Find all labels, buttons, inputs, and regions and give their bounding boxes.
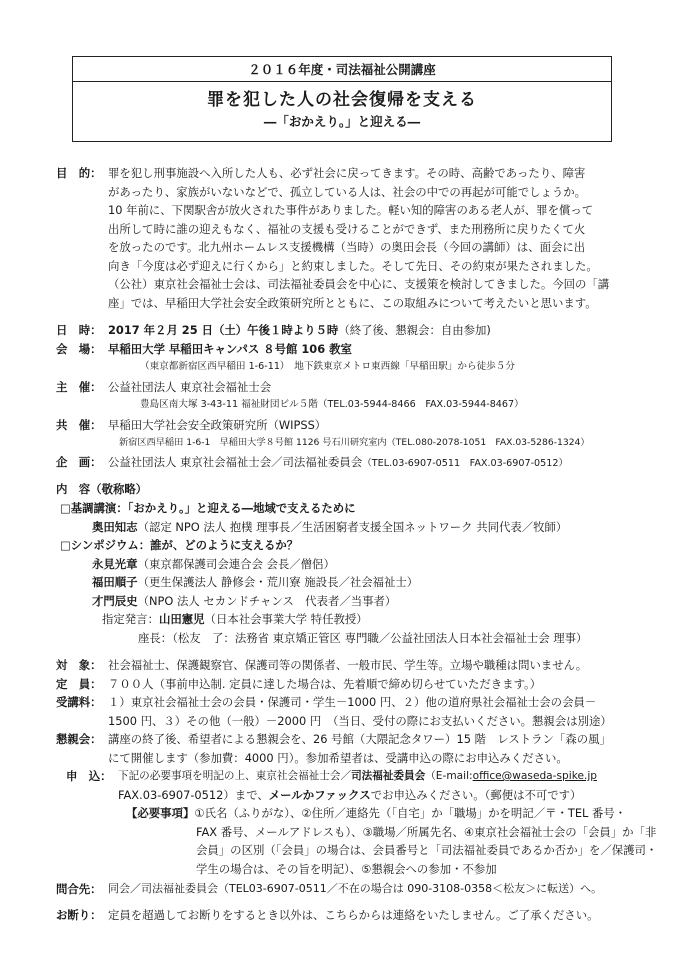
- apply-line: [118, 786, 581, 805]
- requirements-line: 会員」の区別（「会員」の場合は、会員番号と「司法福祉委員であるか否か」を／保護司・: [196, 843, 658, 857]
- venue-label: 会 場：: [56, 341, 102, 356]
- host-label: 主 催：: [56, 380, 102, 394]
- email-link[interactable]: office@waseda-spike.jp: [472, 770, 597, 782]
- keynote-speaker-row: [92, 518, 567, 537]
- committee-name: 司法福祉委員会: [351, 770, 426, 782]
- designated-row: [102, 610, 368, 629]
- designated-name: 山田憲児: [158, 612, 205, 626]
- purpose-line: を放ったのです。北九州ホームレス支援機構（当時）の奥田会長（今回の講師）は、面会に出: [108, 240, 586, 254]
- purpose-line: 出所して時に誰の迎えもなく、福祉の支援も受けることができず、また刑務所に戻りたくて火: [108, 221, 586, 236]
- requirements-label: 【必要事項】: [126, 806, 195, 820]
- symposium-title: □シンポジウム：誰が、どのように支えるか？: [60, 538, 299, 552]
- planning-contact: （TEL.03-6907-0511 FAX.03-6907-0512）: [362, 458, 569, 469]
- content-label: 内 容（敬称略）: [56, 482, 148, 496]
- purpose-line: があったり、家族がいないなどで、孤立している人は、社会の中での再起が可能でしょうか。: [108, 184, 587, 199]
- datetime-row: [108, 321, 491, 340]
- panelist-info: （NPO 法人 セカンドチャンス 代表者／当事者）: [137, 593, 397, 608]
- apply-line: [118, 767, 597, 786]
- purpose-line: 向き「今度は必ず迎えに行くから」と約束しました。そして先日、その約束が果たされました。: [108, 258, 598, 273]
- inquiry-value: 同会／司法福祉委員会（TEL03-6907-0511／不在の場合は 090-3108-0358＜松友＞に転送）へ。: [108, 882, 603, 895]
- audience-value: 社会福祉士、保護観察官、保護司等の関係者、一般市民、学生等。立場や職種は問いません。: [108, 658, 588, 672]
- fee-line: 1500 円、３）その他（一般）－2000 円 （当日、受付の際にお支払いください。懇親会は別途）: [108, 713, 612, 728]
- requirements-line: 学生の場合は、その旨を明記）、⑤懇親会への参加・不参加: [196, 861, 497, 876]
- title-divider: [73, 81, 611, 82]
- party-line: にて開催します（参加費：4000 円）。参加希望者は、受講申込の際にお申込みください。: [108, 750, 568, 765]
- requirements-line: [126, 804, 626, 823]
- panelist-name: 才門辰史: [92, 593, 138, 608]
- designated-label: 指定発言：: [102, 612, 159, 626]
- series-label: ２０１６年度・司法福祉公開講座: [248, 62, 436, 77]
- cohost-address: 新宿区西早稲田 1-6-1 早稲田大学８号館 1126 号石川研究室内（TEL.080-2078-1051 FAX.03-5286-1324）: [119, 436, 590, 448]
- panelist-info: （東京都保護司会連合会 会長／僧侶）: [137, 556, 335, 571]
- datetime-label: 日 時：: [56, 323, 102, 337]
- purpose-line: 座」では、早稲田大学社会安全政策研究所とともに、この取組みについて考えたいと思います。: [108, 295, 597, 310]
- planning-label: 企 画：: [56, 455, 102, 469]
- planning-row: [108, 453, 568, 472]
- apply-method: メールかファックス: [268, 787, 371, 802]
- event-datetime: 2017 年２月 25 日（土）午後１時より５時: [108, 323, 339, 337]
- party-label: 懇親会：: [56, 732, 102, 746]
- keynote-speaker-info: （認定 NPO 法人 抱樸 理事長／生活困窮者支援全国ネットワーク 共同代表／牧師）: [137, 519, 568, 534]
- notice-value: 定員を超過してお断りをするとき以外は、こちらからは連絡をいたしません。ご了承ください。: [108, 908, 599, 922]
- cohost-name: 早稲田大学社会安全政策研究所（WIPSS）: [108, 417, 327, 432]
- title-box: [72, 56, 612, 142]
- venue-name: 早稲田大学 早稲田キャンパス ８号館 106 教室: [108, 341, 352, 356]
- apply-text: FAX.03-6907-0512）まで、: [118, 787, 269, 802]
- capacity-label: 定 員：: [56, 676, 102, 691]
- capacity-value: ７００人（事前申込制. 定員に達した場合は、先着順で締め切らせていただきます。）: [108, 676, 542, 691]
- apply-text: （E-mail:: [425, 770, 473, 782]
- purpose-line: 10 年前に、下関駅舎が放火された事件がありました。軽い知的障害のある老人が、罪を償って: [108, 203, 594, 217]
- panelist-row: [92, 592, 396, 611]
- purpose-label: 目 的：: [56, 166, 102, 180]
- audience-label: 対 象：: [56, 658, 102, 672]
- apply-text: 下記の必要事項を明記の上、東京社会福祉士会／: [118, 770, 352, 782]
- notice-label: お断り：: [56, 908, 102, 922]
- host-name: 公益社団法人 東京社会福祉士会: [108, 380, 272, 394]
- purpose-line: 罪を犯し刑事施設へ入所した人も、必ず社会に戻ってきます。その時、高齢であったり、障害: [108, 166, 586, 180]
- page-title: 罪を犯した人の社会復帰を支える: [207, 90, 477, 110]
- host-address: 豊島区南大塚 3-43-11 福祉財団ビル５階（TEL.03-5944-8466 FAX.03-5944-8467）: [140, 399, 524, 410]
- party-line: 講座の終了後、希望者による懇親会を、26 号館（大隈記念タワー）15 階 レストラン「森の風」: [108, 732, 611, 746]
- keynote-speaker: 奥田知志: [92, 519, 138, 534]
- panelist-info: （更生保護法人 静修会・荒川寮 施設長／社会福祉士）: [137, 575, 419, 589]
- apply-text: でお申込みください。（郵便は不可です）: [370, 787, 582, 802]
- chair-line: 座長：（松友 了：法務省 東京矯正管区 専門職／公益社団法人日本社会福祉士会 理事）: [138, 630, 588, 645]
- purpose-line: （公社）東京社会福祉士会は、司法福祉委員会を中心に、支援策を検討してきました。今回の「講: [108, 277, 610, 291]
- requirements-text: ①氏名（ふりがな）、②住所／連絡先（「自宅」か「職場」かを明記／〒・TEL 番号・: [194, 806, 627, 820]
- panelist-name: 福田順子: [92, 575, 138, 589]
- inquiry-label: 問合先：: [56, 882, 102, 896]
- planning-name: 公益社団法人 東京社会福祉士会／司法福祉委員会: [108, 455, 363, 469]
- keynote-title: □基調講演：「おかえり。」と迎える―地域で支えるために: [60, 501, 356, 515]
- panelist-row: [92, 573, 418, 592]
- fee-line: １）東京社会福祉士会の会員・保護司・学生－1000 円、２）他の道府県社会福祉士会の会員－: [108, 695, 597, 709]
- requirements-line: FAX 番号、メールアドレスも）、③職場／所属先名、④東京社会福祉士会の「会員」か「非: [196, 824, 657, 839]
- datetime-note: （終了後、懇親会：自由参加): [338, 323, 491, 337]
- apply-label: 申 込：: [66, 769, 112, 783]
- venue-address: （東京都新宿区西早稲田 1-6-11） 地下鉄東京メトロ東西線「早稲田駅」から徒歩５分: [140, 361, 515, 372]
- panelist-row: [92, 555, 335, 574]
- designated-info: （日本社会事業大学 特任教授）: [204, 612, 368, 626]
- cohost-label: 共 催：: [56, 417, 102, 432]
- page-subtitle: ―「おかえり。」と迎える―: [263, 114, 421, 129]
- fee-label: 受講料：: [56, 695, 102, 709]
- panelist-name: 永見光章: [92, 556, 138, 571]
